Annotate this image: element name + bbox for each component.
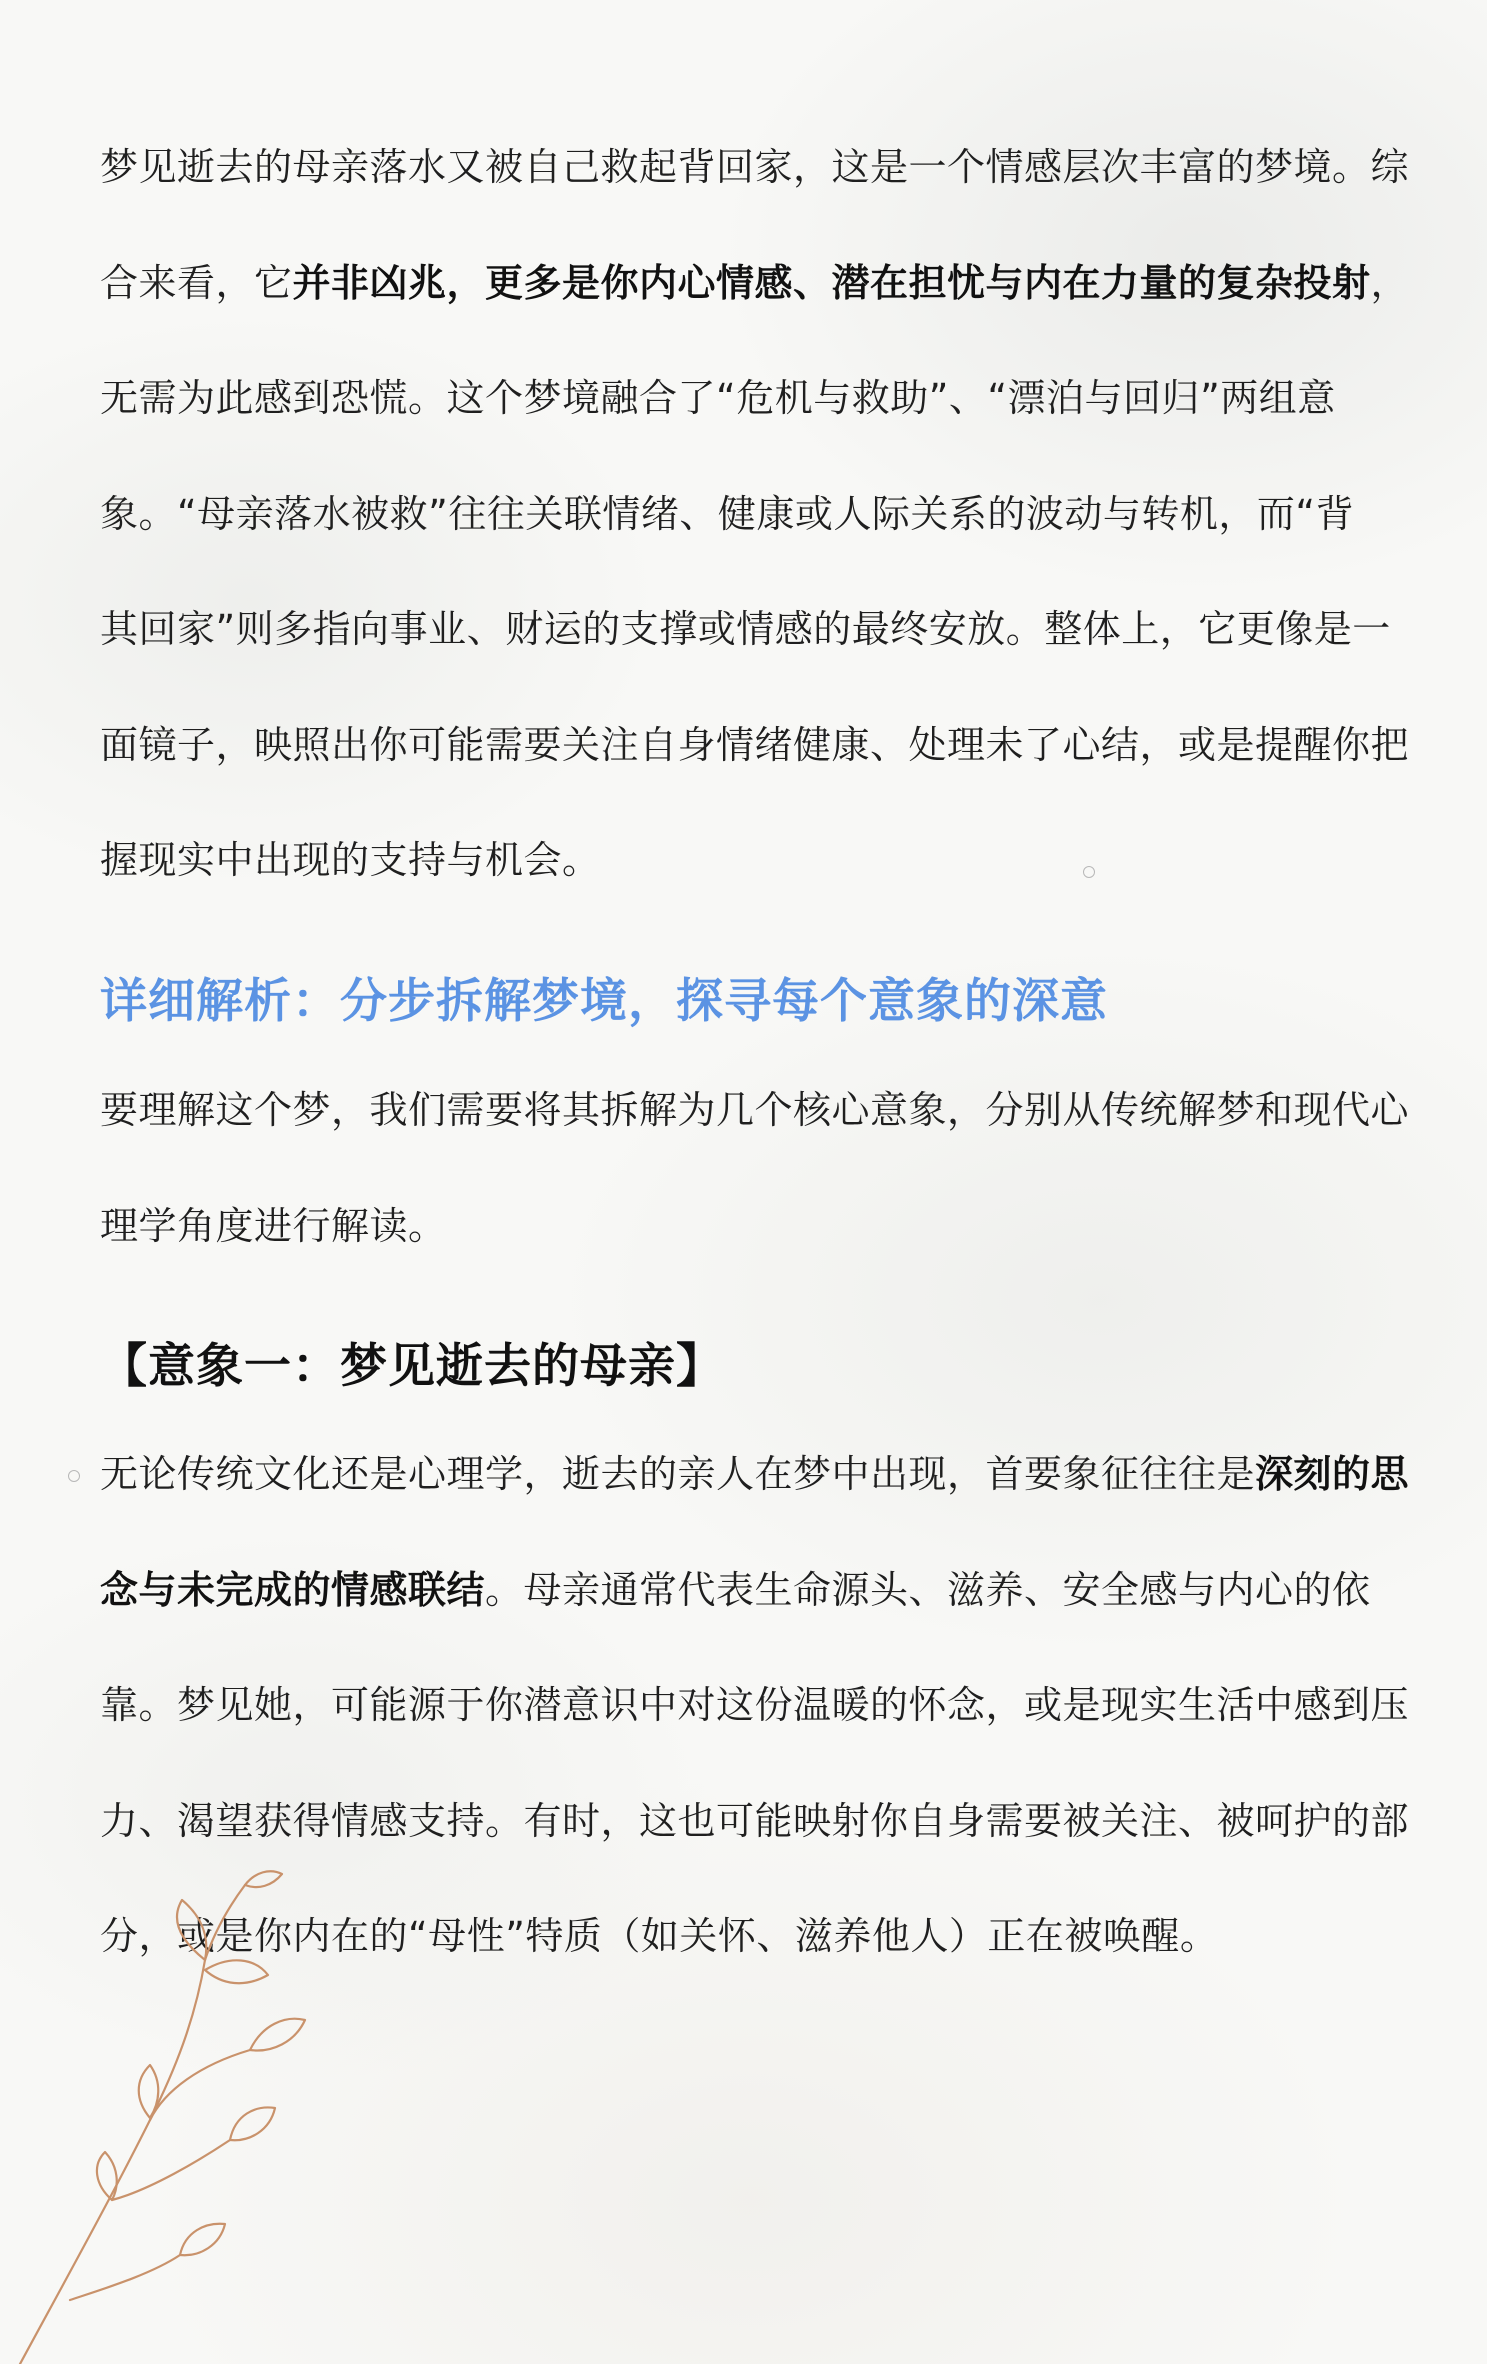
branch-side-stem — [70, 2255, 180, 2300]
paragraph-2-line-1: 要理解这个梦，我们需要将其拆解为几个核心意象，分别从传统解梦和现代心 — [100, 1088, 1410, 1132]
leaf — [97, 2152, 117, 2200]
leaf — [245, 1871, 282, 1887]
branch-side-stem — [150, 2050, 250, 2120]
paragraph-1-line-3: 无需为此感到恐慌。这个梦境融合了“危机与救助”、“漂泊与回归”两组意 — [100, 376, 1336, 420]
paragraph-3-line-2 — [100, 1565, 1371, 1615]
leaf — [177, 1900, 206, 1960]
paragraph-1-line-5: 其回家”则多指向事业、财运的支撑或情感的最终安放。整体上，它更像是一 — [100, 607, 1391, 651]
paragraph-1-emphasis: 并非凶兆，更多是你内心情感、潜在担忧与内在力量的复杂投射 — [292, 261, 1371, 305]
paragraph-1-line-7: 握现实中出现的支持与机会。 — [100, 838, 601, 882]
paragraph-1-line-2-end: ， — [1370, 261, 1410, 305]
paragraph-1-line-6: 面镜子，映照出你可能需要关注自身情绪健康、处理未了心结，或是提醒你把 — [100, 723, 1410, 767]
paragraph-1-line-1: 梦见逝去的母亲落水又被自己救起背回家，这是一个情感层次丰富的梦境。综 — [100, 145, 1410, 189]
paragraph-3-line-1 — [100, 1449, 1409, 1499]
sub-heading: 【意象一：梦见逝去的母亲】 — [100, 1339, 724, 1394]
leaf — [180, 2224, 225, 2255]
paragraph-2-line-2: 理学角度进行解读。 — [100, 1204, 447, 1248]
decorative-dot — [1083, 866, 1095, 878]
branch-tip-stem — [205, 1885, 245, 1960]
section-heading: 详细解析：分步拆解梦境，探寻每个意象的深意 — [100, 974, 1108, 1029]
paragraph-3-line-5: 分，或是你内在的“母性”特质（如关怀、滋养他人）正在被唤醒。 — [100, 1914, 1219, 1958]
paragraph-1-line-2-text: 合来看，它 — [100, 261, 293, 305]
paragraph-3-line-3: 靠。梦见她，可能源于你潜意识中对这份温暖的怀念，或是现实生活中感到压 — [100, 1683, 1410, 1727]
leaf — [139, 2065, 159, 2118]
paragraph-3-line-1-text: 无论传统文化还是心理学，逝去的亲人在梦中出现，首要象征往往是 — [100, 1452, 1256, 1496]
leaf — [205, 1960, 268, 1983]
paragraph-3-line-2-text: 。母亲通常代表生命源头、滋养、安全感与内心的依 — [485, 1568, 1371, 1612]
paragraph-1-line-4: 象。“母亲落水被救”往往关联情绪、健康或人际关系的波动与转机，而“背 — [100, 492, 1355, 536]
paragraph-3-emphasis-start: 深刻的思 — [1255, 1452, 1410, 1496]
paragraph-1-line-2 — [100, 258, 1409, 308]
branch-side-stem — [112, 2140, 230, 2200]
paragraph-3-line-4: 力、渴望获得情感支持。有时，这也可能映射你自身需要被关注、被呵护的部 — [100, 1799, 1410, 1843]
leaf — [230, 2107, 275, 2140]
leaf — [250, 2019, 305, 2051]
decorative-dot — [68, 1470, 80, 1482]
dried-branch-illustration — [0, 1860, 420, 2364]
paragraph-3-emphasis-end: 念与未完成的情感联结 — [100, 1568, 486, 1612]
